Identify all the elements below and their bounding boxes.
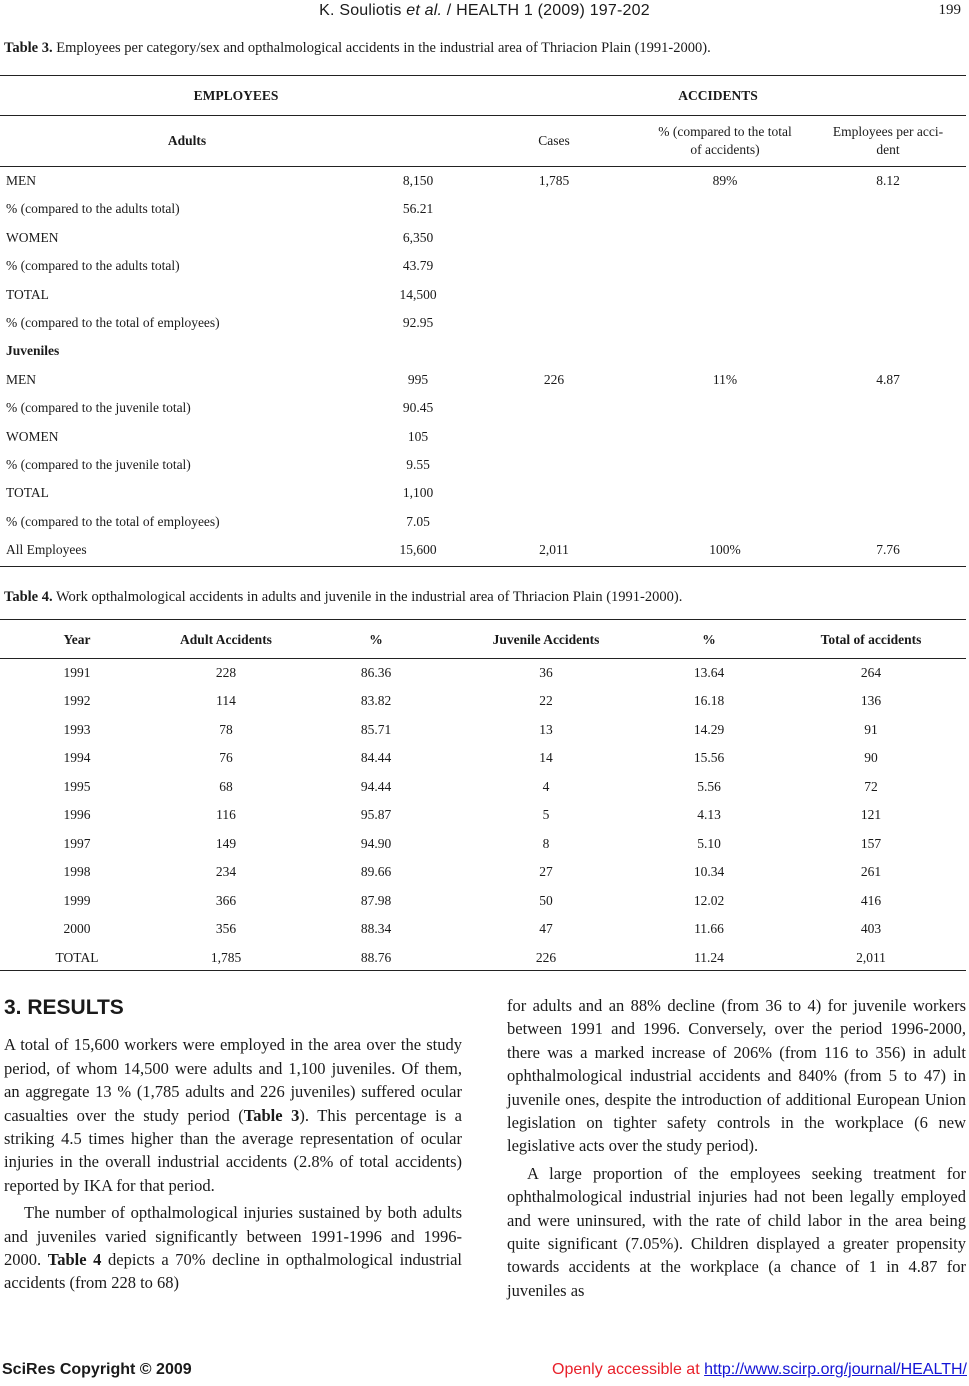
- table3-row-cases: 226: [543, 371, 565, 387]
- table4-cell: 114: [216, 693, 236, 709]
- table4-bottom-rule: [0, 970, 966, 971]
- running-journal: / HEALTH 1 (2009) 197-202: [442, 2, 650, 19]
- table4-cell: 94.90: [360, 835, 392, 851]
- table4-cell: 149: [215, 835, 237, 851]
- table3-col-per-line1: Employees per acci-: [832, 124, 944, 139]
- table4-cell: 16.18: [693, 693, 725, 709]
- table4-cell: 22: [539, 693, 553, 709]
- table4-cell: 95.87: [360, 807, 392, 823]
- table4-cell: 83.82: [360, 693, 392, 709]
- table4-cell: 121: [860, 807, 882, 823]
- table4-header-cell: %: [369, 632, 383, 647]
- table4-cell: 72: [864, 778, 878, 794]
- open-access-label: Openly accessible at: [552, 1361, 705, 1378]
- p2-text-b: depicts a 70% decline in opthalmological industrial accidents (from 228 to 68): [4, 1250, 462, 1293]
- table3-row-value: 14,500: [399, 286, 437, 302]
- table4-cell: 261: [860, 864, 882, 880]
- table3-row-cases: 2,011: [539, 542, 569, 558]
- table4-cell: 14.29: [693, 721, 725, 737]
- results-paragraph-1: [4, 1033, 462, 1197]
- left-column: [4, 994, 462, 1295]
- table3-row-pct: 11%: [712, 371, 738, 387]
- table4-cell: 27: [539, 864, 553, 880]
- table4-cell: 4: [542, 778, 550, 794]
- table3-row-label: WOMEN: [6, 428, 59, 444]
- table4-cell: 356: [215, 921, 237, 937]
- table3-row-value: 56.21: [402, 201, 434, 217]
- table4-cell: 50: [539, 892, 553, 908]
- table4-caption-text: Work opthalmological accidents in adults and juvenile in the industrial area of Thriacion Plain (1991-2000).: [52, 589, 683, 605]
- table3-row-per-accident: 7.76: [876, 542, 900, 558]
- table3-row-label: TOTAL: [6, 286, 49, 302]
- table3-row-value: 6,350: [402, 229, 434, 245]
- table4-cell: TOTAL: [55, 949, 99, 965]
- table3-col-cases: Cases: [538, 133, 570, 148]
- table3-group-accidents: ACCIDENTS: [678, 88, 758, 103]
- table3-group-employees: EMPLOYEES: [193, 88, 279, 103]
- table4-cell: 90: [864, 750, 878, 766]
- table3-row-value: 43.79: [402, 258, 434, 274]
- table4-cell: 403: [860, 921, 882, 937]
- table4-cell: 89.66: [360, 864, 392, 880]
- table3-row-label: All Employees: [6, 542, 87, 558]
- table4-cell: 234: [215, 864, 237, 880]
- table4-header-cell: Juvenile Accidents: [492, 632, 600, 647]
- table3-row-label: Juveniles: [6, 343, 60, 359]
- table3-row-label: % (compared to the adults total): [6, 258, 180, 274]
- table4-cell: 11.24: [694, 949, 724, 965]
- table3-row-value: 15,600: [399, 542, 437, 558]
- table4-cell: 5.56: [697, 778, 721, 794]
- table3-row-label: % (compared to the adults total): [6, 201, 180, 217]
- table4-caption: [4, 589, 682, 606]
- table3-row-label: MEN: [6, 173, 36, 188]
- table4-cell: 13.64: [693, 665, 725, 680]
- table3-row-label: TOTAL: [6, 485, 49, 501]
- table3-row-label: % (compared to the total of employees): [6, 513, 220, 529]
- results-paragraph-3: for adults and an 88% decline (from 36 to 4) for juvenile workers between 1991 and 1996. Conversely, over the period 1996-2000, there was a marked increase of 206% (from 116 to 356) in adult ophthalmological industrial accidents and 840% (from 5 to 47) in juvenile ones, despite the introduction of additional European Union legislation on tighter safety controls in the workplace (6 new legislative acts over the study period).: [507, 996, 966, 1156]
- table3-bottom-rule: [0, 566, 966, 567]
- table4-reference: Table 4: [47, 1250, 102, 1270]
- table4-cell: 8: [542, 835, 550, 851]
- table4-header-cell: Year: [63, 632, 91, 647]
- table4-cell: 2000: [63, 921, 91, 937]
- table4-cell: 1998: [63, 864, 91, 880]
- table3-row-value: 92.95: [402, 315, 434, 330]
- table3-caption-text: Employees per category/sex and opthalmological accidents in the industrial area of Thriacion Plain (1991-2000).: [52, 40, 711, 56]
- section-heading: 3. RESULTS: [4, 996, 124, 1019]
- table3-row-per-accident: 8.12: [876, 173, 900, 188]
- table3-row-label: MEN: [6, 371, 36, 387]
- table3-row-cases: 1,785: [538, 173, 570, 188]
- copyright-notice: SciRes Copyright © 2009: [2, 1361, 192, 1378]
- table4-cell: 76: [219, 750, 233, 766]
- table4-cell: 88.34: [360, 921, 392, 937]
- table4-cell: 366: [215, 892, 237, 908]
- table4-cell: 2,011: [856, 949, 886, 965]
- table3-row-value: 8,150: [402, 173, 434, 188]
- results-paragraph-2: [4, 1201, 462, 1295]
- table3-row-label: % (compared to the total of employees): [6, 315, 220, 330]
- table4-cell: 136: [860, 693, 882, 709]
- table4-cell: 85.71: [360, 721, 392, 737]
- table3-row-value: 9.55: [406, 457, 430, 472]
- table4-cell: 86.36: [360, 665, 392, 680]
- table4-cell: 1994: [63, 750, 91, 766]
- table4-cell: 264: [860, 665, 882, 680]
- table4-cell: 1997: [63, 835, 91, 851]
- table3-row-label: % (compared to the juvenile total): [6, 400, 191, 416]
- table4-cell: 13: [539, 721, 553, 737]
- table4-cell: 14: [539, 750, 553, 766]
- running-et-al: et al.: [406, 2, 443, 19]
- table4-header-cell: Adult Accidents: [180, 632, 272, 647]
- table4-header-cell: %: [702, 632, 716, 647]
- table4-cell: 1993: [63, 721, 91, 737]
- table4-cell: 1999: [63, 892, 91, 908]
- table4-cell: 1996: [63, 807, 91, 823]
- running-authors: K. Souliotis: [319, 2, 407, 19]
- table4-cell: 1995: [63, 778, 91, 794]
- table3-row-value: 90.45: [402, 400, 434, 416]
- table4-top-rule: [0, 619, 966, 620]
- right-column: [507, 994, 966, 1302]
- table3-col-pct-line1: % (compared to the total: [658, 124, 792, 139]
- table4-cell: 15.56: [693, 750, 725, 766]
- table4-cell: 116: [216, 807, 236, 823]
- table3-label: Table 3.: [4, 40, 53, 56]
- table4-cell: 47: [539, 921, 553, 937]
- table3-row-label: WOMEN: [6, 229, 59, 245]
- table3-row-value: 7.05: [406, 513, 430, 529]
- table3-col-per-line2: dent: [876, 142, 900, 157]
- table4-cell: 91: [864, 721, 878, 737]
- table4-cell: 68: [219, 778, 233, 794]
- table4-cell: 84.44: [360, 750, 392, 766]
- table4-cell: 88.76: [360, 949, 392, 965]
- table4-cell: 416: [860, 892, 882, 908]
- p1-text-b: ). This percentage is a striking 4.5 times higher than the average representation of ocular injuries in the overall industrial accidents (2.8% of total accidents) reported by IKA for that period.: [4, 1105, 462, 1195]
- table4-cell: 87.98: [360, 892, 392, 908]
- table3-header-rule: [0, 166, 966, 167]
- table4-cell: 1992: [63, 693, 91, 709]
- table4-label: Table 4.: [4, 589, 53, 605]
- table3-row-value: 1,100: [402, 485, 434, 501]
- table4-header-rule: [0, 658, 966, 659]
- page-number: 199: [938, 2, 961, 18]
- table3-row-pct: 89%: [712, 173, 738, 188]
- results-paragraph-4: A large proportion of the employees seeking treatment for ophthalmological industrial injuries had not been legally employed and were uninsured, with the rate of child labor in the area being quite significant (7.05%). Children displayed a greater propensity towards accidents at the workplace (a chance of 1 in 4.87 for juveniles as: [507, 1163, 966, 1300]
- table4-cell: 78: [219, 721, 233, 737]
- table4-cell: 36: [539, 665, 553, 680]
- table4-cell: 12.02: [693, 892, 725, 908]
- table4-header-cell: Total of accidents: [820, 632, 922, 647]
- journal-link[interactable]: http://www.scirp.org/journal/HEALTH/: [704, 1361, 967, 1378]
- table3-col-pct-line2: of accidents): [690, 142, 760, 157]
- table3-group-rule: [0, 115, 966, 116]
- table4-cell: 228: [215, 665, 237, 680]
- table3-reference: Table 3: [243, 1105, 300, 1125]
- table4-cell: 5.10: [697, 835, 721, 851]
- table3-row-value: 995: [407, 371, 429, 387]
- p2-text-a: The number of opthalmological injuries sustained by both adults and juveniles varied significantly between 1991-1996 and 1996-2000.: [4, 1203, 462, 1270]
- table4-cell: 10.34: [693, 864, 725, 880]
- open-access-notice: [552, 1361, 967, 1379]
- running-title: [0, 2, 969, 20]
- table4-cell: 157: [860, 835, 882, 851]
- table4-cell: 1991: [63, 665, 91, 680]
- table3-col-adults: Adults: [167, 133, 207, 148]
- table3-row-label: % (compared to the juvenile total): [6, 457, 191, 472]
- table3-row-pct: 100%: [709, 542, 741, 558]
- table4-cell: 94.44: [360, 778, 392, 794]
- table4-cell: 11.66: [694, 921, 724, 937]
- table3-caption: [4, 40, 711, 57]
- table3-row-value: 105: [407, 428, 429, 444]
- table3-row-per-accident: 4.87: [876, 371, 900, 387]
- p1-text-a: A total of 15,600 workers were employed in the area over the study period, of whom 14,500 were adults and 1,100 juveniles. Of them, an aggregate 13 % (1,785 adults and 226 juveniles) suffered ocular casualties over the study period (: [4, 1035, 462, 1125]
- body-text: [0, 994, 969, 1354]
- table4-cell: 1,785: [210, 949, 242, 965]
- running-header: [0, 2, 969, 24]
- table4-cell: 226: [535, 949, 557, 965]
- page-footer: [0, 1361, 969, 1383]
- table4-cell: 4.13: [697, 807, 721, 823]
- table4-cell: 5: [542, 807, 550, 823]
- table3-top-rule: [0, 75, 966, 76]
